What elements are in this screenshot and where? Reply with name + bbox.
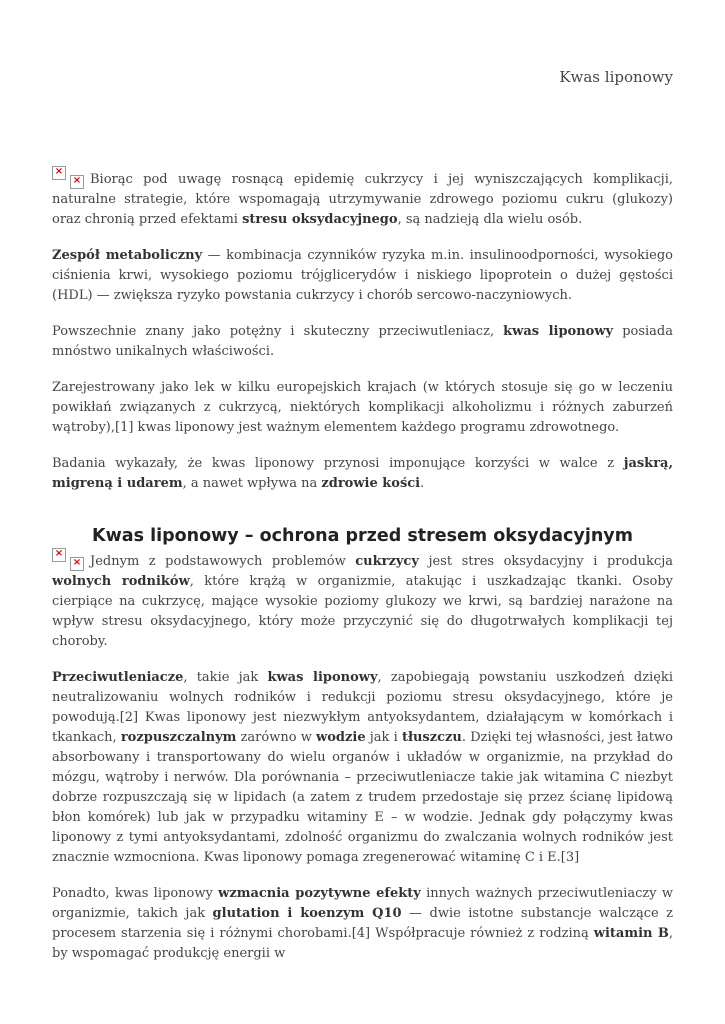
section-paragraph-3: Ponadto, kwas liponowy wzmacnia pozytywne efekty innych ważnych przeciwutleniaczy w organizmie, takich jak glutation i koenzym Q10 — dwie istotne substancje walczące z procesem starzenia się i różnymi chorobami.[4] Współpracuje również z rodziną witamin B, by wspomagać produkcję energii w (52, 886, 674, 961)
broken-image-icon: × (70, 557, 84, 571)
broken-image-icon: × (52, 548, 66, 562)
broken-image-icon: × (52, 166, 66, 180)
intro-paragraph-3: Powszechnie znany jako potężny i skuteczny przeciwutleniacz, kwas liponowy posiada mnóstwo unikalnych właściwości. (52, 324, 673, 359)
document-title: Kwas liponowy (559, 68, 673, 86)
section-paragraph-2: Przeciwutleniacze, takie jak kwas liponowy, zapobiegają powstaniu uszkodzeń dzięki neutralizowaniu wolnych rodników i redukcji poziomu stresu oksydacyjnego, które je powodują.[2] Kwas liponowy jest niezwykłym antyoksydantem, działającym w komórkach i tkankach, rozpuszczalnym zarówno w wodzie jak i tłuszczu. Dzięki tej własności, jest łatwo absorbowany i transportowany do wielu organów i układów w organizmie, na przykład do mózgu, wątroby i nerwów. Dla porównania – przeciwutleniacze takie jak witamina C niezbyt dobrze rozpuszczają się w lipidach (a zatem z trudem przedostaje się przez ścianę lipidową błon komórek) lub jak w przypadku witaminy E – w wodzie. Jednak gdy połączymy kwas liponowy z tymi antyoksydantami, zdolność organizmu do zwalczania wolnych rodników jest znacznie wzmocniona. Kwas liponowy pomaga zregenerować witaminę C i E.[3] (52, 670, 673, 865)
section-paragraph-1: × × Jednym z podstawowych problemów cukrzycy jest stres oksydacyjny i produkcja wolnych rodników, które krążą w organizmie, atakując i uszkadzając tkanki. Osoby cierpiące na cukrzycę, mające wysokie poziomy glukozy we krwi, są bardziej narażone na wpływ stresu oksydacyjnego, który może przyczynić się do długotrwałych komplikacji tej choroby. (52, 547, 673, 649)
article-body (52, 165, 674, 980)
intro-paragraph-4: Zarejestrowany jako lek w kilku europejskich krajach (w których stosuje się go w leczeniu powikłań związanych z cukrzycą, niektórych komplikacji alkoholizmu i różnych zaburzeń wątroby),[1] kwas liponowy jest ważnym elementem każdego programu zdrowotnego. (52, 380, 673, 435)
intro-paragraph-5: Badania wykazały, że kwas liponowy przynosi imponujące korzyści w walce z jaskrą, migreną i udarem, a nawet wpływa na zdrowie kości. (52, 456, 673, 491)
broken-image-icon: × (70, 175, 84, 189)
intro-paragraph-2: Zespół metaboliczny — kombinacja czynników ryzyka m.in. insulinoodporności, wysokiego ciśnienia krwi, wysokiego poziomu trójglicerydów i niskiego lipoprotein o dużej gęstości (HDL) — zwiększa ryzyko powstania cukrzycy i chorób sercowo-naczyniowych. (52, 248, 673, 303)
section-heading: Kwas liponowy – ochrona przed stresem oksydacyjnym (92, 526, 633, 546)
intro-paragraph-1: × × Biorąc pod uwagę rosnącą epidemię cukrzycy i jej wyniszczających komplikacji, naturalne strategie, które wspomagają utrzymywanie zdrowego poziomu cukru (glukozy) oraz chronią przed efektami stresu oksydacyjnego, są nadzieją dla wielu osób. (52, 165, 673, 227)
